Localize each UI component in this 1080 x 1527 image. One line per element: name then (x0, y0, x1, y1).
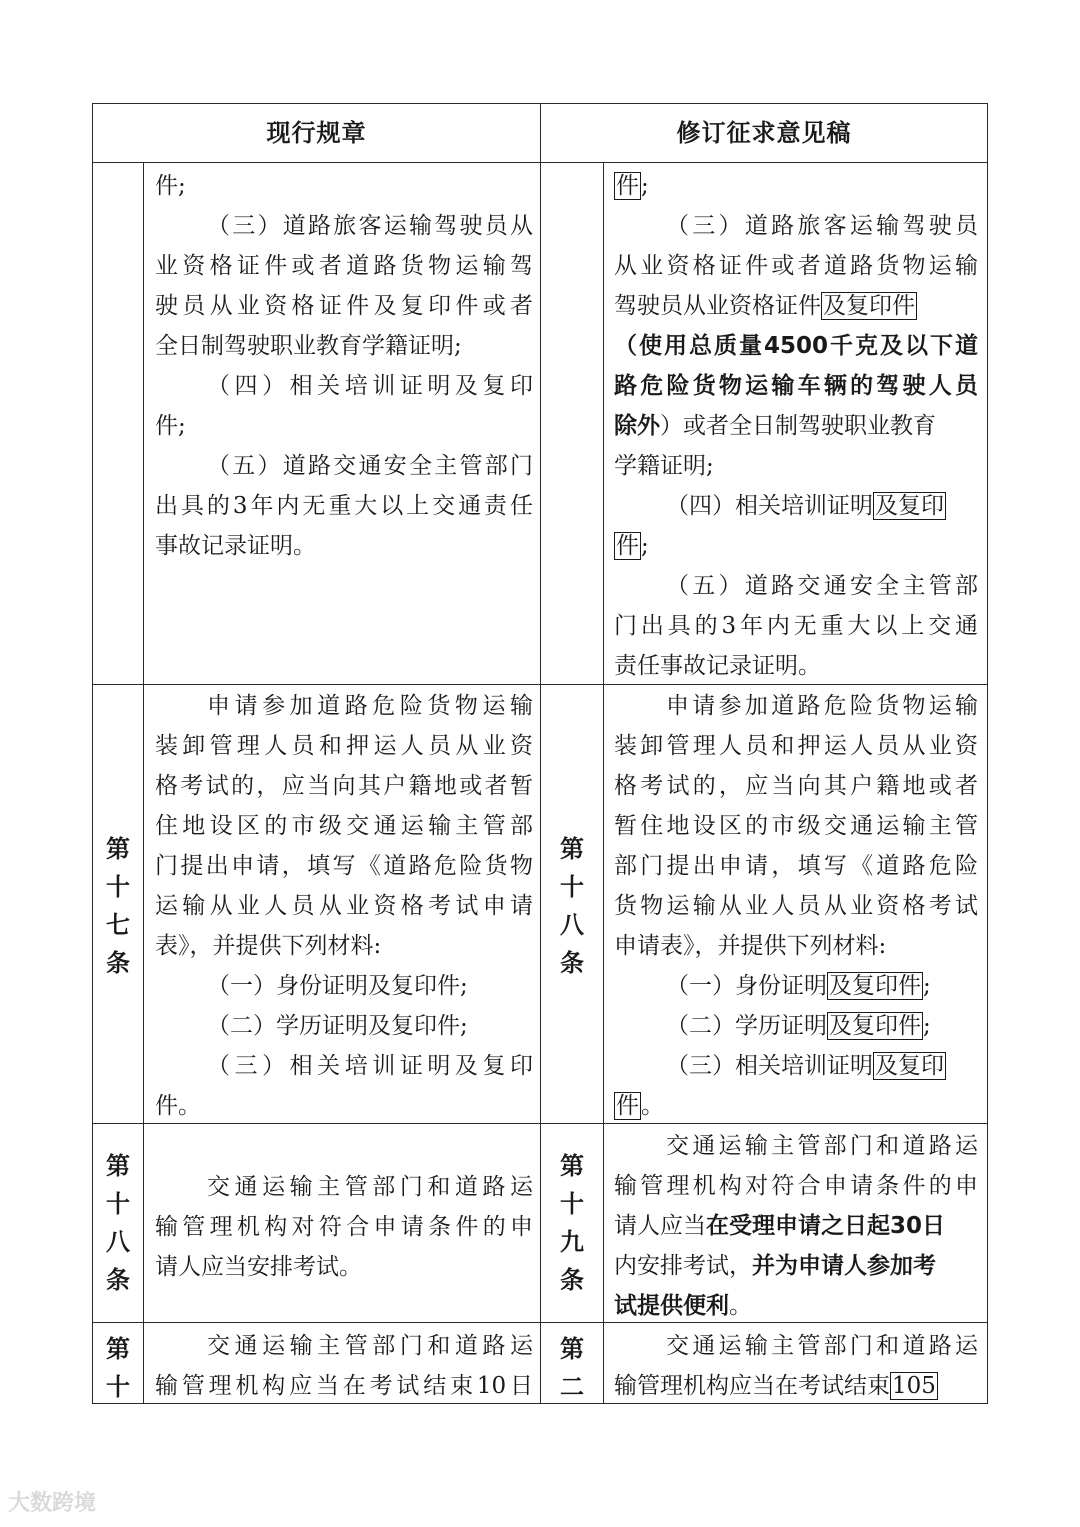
row3-right-line: 内安排考试，并为申请人参加考 (614, 1253, 936, 1279)
row2-left-line: 表》，并提供下列材料: (155, 933, 382, 959)
watermark: 大数跨境 (8, 1491, 97, 1516)
row1-left-line: 事故记录证明。 (155, 533, 316, 559)
row1-right-line: 驾驶员从业资格证件及复印件 (614, 293, 915, 319)
left-label-divider (143, 162, 144, 1404)
revision-box: 及复印件 (823, 293, 915, 319)
row2-right-line: 格考试的，应当向其户籍地或者 (614, 773, 978, 799)
row3-right-line: 请人应当在受理申请之日起30日 (614, 1213, 946, 1239)
header-revision-draft: 修订征求意见稿 (676, 119, 852, 147)
row1-right-line: 从业资格证件或者道路货物运输 (614, 253, 978, 279)
row4-left-line: 输管理机构应当在考试结束10日 (155, 1373, 533, 1399)
row1-right-line: （四）相关培训证明及复印 (666, 493, 944, 519)
table-border-right (987, 103, 988, 1404)
row2-left-line: 申请参加道路危险货物运输 (207, 693, 533, 719)
row1-left-line: 出具的3年内无重大以上交通责任 (155, 493, 533, 519)
row1-left-line: 业资格证件或者道路货物运输驾 (155, 253, 533, 279)
row2-right-line: （三）相关培训证明及复印 (666, 1053, 944, 1079)
revision-box: 及复印件 (829, 1013, 921, 1039)
right-label-divider (603, 162, 604, 1404)
row2-left-line: 运输从业人员从业资格考试申请 (155, 893, 533, 919)
row1-left-line: 驶员从业资格证件及复印件或者 (155, 293, 533, 319)
row4-left-line: 交通运输主管部门和道路运 (207, 1333, 533, 1359)
row2-right-line: 货物运输从业人员从业资格考试 (614, 893, 978, 919)
row1-right-line: 门出具的3年内无重大以上交通 (614, 613, 978, 639)
revision-box: 及复印件 (829, 973, 921, 999)
row2-right-line: 申请表》，并提供下列材料: (614, 933, 887, 959)
row2-left-line: （二）学历证明及复印件; (207, 1013, 468, 1039)
row1-right-line-bold: 路危险货物运输车辆的驾驶人员 (614, 373, 978, 399)
row1-right-line-bold: （使用总质量4500千克及以下道 (614, 333, 978, 359)
article-label-18: 第 十 八 条 (106, 1152, 130, 1294)
row4-right-line: 输管理机构应当在考试结束105 (614, 1373, 936, 1399)
row2-left-line: 格考试的，应当向其户籍地或者暂 (155, 773, 533, 799)
row3-left-line: 交通运输主管部门和道路运 (207, 1174, 533, 1200)
revision-box: 件 (616, 173, 639, 199)
row1-right-line: 学籍证明; (614, 453, 714, 479)
row3-left-line: 输管理机构对符合申请条件的申 (155, 1214, 533, 1240)
row2-left-line: 住地设区的市级交通运输主管部 (155, 813, 533, 839)
row2-right-line: 部门提出申请，填写《道路危险 (614, 853, 978, 879)
article-label-17: 第 十 七 条 (106, 835, 130, 977)
revision-box: 及复印 (875, 493, 944, 519)
article-label-20-partial: 第 二 (560, 1335, 584, 1401)
revision-box: 105 (892, 1373, 936, 1399)
row3-right-line: 输管理机构对符合申请条件的申 (614, 1173, 978, 1199)
row2-right-line: 申请参加道路危险货物运输 (666, 693, 978, 719)
revision-box: 及复印 (875, 1053, 944, 1079)
center-divider (540, 103, 541, 1404)
row2-right-line: （二）学历证明及复印件; (666, 1013, 931, 1039)
row2-right-line: （一）身份证明及复印件; (666, 973, 931, 999)
row2-left-line: （三）相关培训证明及复印 (207, 1053, 533, 1079)
row1-left-line: （五）道路交通安全主管部门 (207, 453, 533, 479)
row1-right-line: 件; (616, 533, 649, 559)
row1-left-line: 件; (155, 413, 186, 439)
article-label-19-partial: 第 十 (106, 1335, 130, 1401)
revision-box: 件 (616, 533, 639, 559)
row1-left-line: （四）相关培训证明及复印 (207, 373, 533, 399)
row2-left-line: 件。 (155, 1093, 201, 1119)
row2-right-line: 暂住地设区的市级交通运输主管 (614, 813, 978, 839)
row1-left-line: 件; (155, 173, 186, 199)
row1-left-line: 全日制驾驶职业教育学籍证明; (155, 333, 462, 359)
row1-right-line: 除外）或者全日制驾驶职业教育 (614, 413, 936, 439)
article-label-19-revised: 第 十 九 条 (560, 1152, 584, 1294)
header-current-rules: 现行规章 (266, 119, 367, 147)
row1-right-line: 责任事故记录证明。 (614, 653, 821, 679)
row2-left-line: 装卸管理人员和押运人员从业资 (155, 733, 533, 759)
article-label-18-revised: 第 十 八 条 (560, 835, 584, 977)
row1-right-line: 件; (616, 173, 649, 199)
row1-left-line: （三）道路旅客运输驾驶员从 (207, 213, 533, 239)
row2-right-line: 装卸管理人员和押运人员从业资 (614, 733, 978, 759)
revision-box: 件 (616, 1093, 639, 1119)
row1-right-line: （五）道路交通安全主管部 (666, 573, 978, 599)
row2-left-line: 门提出申请，填写《道路危险货物 (155, 853, 533, 879)
row4-right-line: 交通运输主管部门和道路运 (666, 1333, 978, 1359)
row3-right-line: 试提供便利。 (614, 1293, 752, 1319)
row2-right-line: 件。 (616, 1093, 664, 1119)
row1-right-line: （三）道路旅客运输驾驶员 (666, 213, 978, 239)
row3-right-line: 交通运输主管部门和道路运 (666, 1133, 978, 1159)
row2-left-line: （一）身份证明及复印件; (207, 973, 468, 999)
row3-left-line: 请人应当安排考试。 (155, 1254, 362, 1280)
